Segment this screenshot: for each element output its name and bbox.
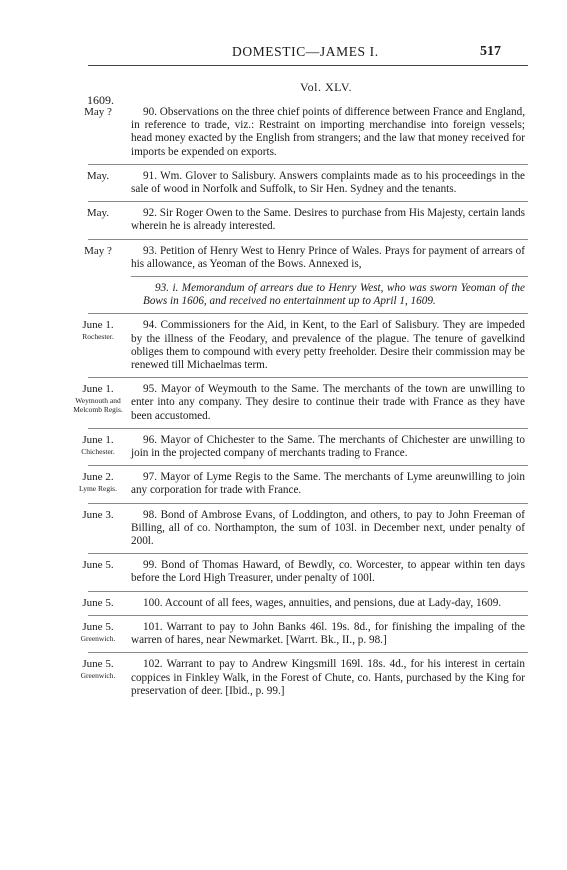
entry-text: 95. Mayor of Weymouth to the Same. The merchants of the town are unwilling to enter into any company. They desire to continue their trade with France as they have been accustomed. bbox=[131, 383, 525, 422]
entry-date: May. bbox=[86, 207, 110, 220]
entry-text: 102. Warrant to pay to Andrew Kingsmill 169l. 18s. 4d., for his interest in certain coppices in Finkley Walk, in the Forest of Chute, co. Hants, purchased by the King for preservation of deer. [Ibid., p. 99.] bbox=[131, 658, 525, 697]
page-number: 517 bbox=[480, 44, 501, 59]
calendar-entry bbox=[0, 621, 567, 647]
entry-text: 97. Mayor of Lyme Regis to the Same. The merchants of Lyme areunwilling to join any corporation for trade with France. bbox=[131, 471, 525, 497]
page-header bbox=[0, 44, 567, 62]
calendar-entry bbox=[0, 319, 567, 372]
entry-date: June 1. bbox=[82, 433, 114, 446]
entry-date-column bbox=[70, 245, 126, 258]
enclosure-divider bbox=[131, 276, 528, 277]
entry-text: 99. Bond of Thomas Haward, of Bewdly, co. Worcester, to appear within ten days before the Lord High Treasurer, under penalty of 100l. bbox=[131, 559, 525, 585]
entry-date: June 2. bbox=[82, 471, 114, 484]
entry-date-column bbox=[70, 621, 126, 643]
entry-date-column bbox=[70, 597, 126, 610]
volume-heading: Vol. XLV. bbox=[300, 80, 352, 94]
entry-divider bbox=[88, 377, 528, 378]
entry-date-column bbox=[70, 509, 126, 522]
entry-divider bbox=[88, 465, 528, 466]
header-rule bbox=[88, 65, 528, 66]
entry-date: May ? bbox=[84, 244, 112, 257]
calendar-entry bbox=[0, 383, 567, 423]
entry-divider bbox=[88, 201, 528, 202]
entry-text: 96. Mayor of Chichester to the Same. The merchants of Chichester are unwilling to join in the projected company of merchants trading to France. bbox=[131, 433, 525, 460]
calendar-entry bbox=[0, 658, 567, 698]
entry-divider bbox=[88, 652, 528, 653]
enclosure-text: 93. i. Memorandum of arrears due to Henry West, who was sworn Yeoman of the Bows in 1606, and received no entertainment up to April 1, 1609. bbox=[143, 282, 525, 308]
calendar-entry bbox=[0, 434, 567, 460]
entry-date: June 5. bbox=[82, 620, 114, 633]
year-label: 1609. bbox=[87, 93, 114, 107]
calendar-entries bbox=[0, 106, 567, 698]
entry-place: Greenwich. bbox=[80, 633, 116, 643]
calendar-entry bbox=[0, 245, 567, 271]
entry-date: June 1. bbox=[82, 319, 114, 332]
calendar-entry bbox=[0, 597, 567, 610]
entry-text: 101. Warrant to pay to John Banks 46l. 19s. 8d., for finishing the impaling of the warren of hares, near Newmarket. [Warrt. Bk., II., p. 98.] bbox=[131, 620, 525, 647]
entry-text: 90. Observations on the three chief points of difference between France and England, in reference to trade, viz.: Restraint on importing merchandise into foreign vessels; head money exacted by the English from strangers; and the law that money received for imports be expended on exports. bbox=[131, 106, 525, 158]
entry-place: Chichester. bbox=[81, 446, 115, 456]
entry-date-column bbox=[70, 434, 126, 456]
entry-date-column bbox=[70, 207, 126, 220]
entry-divider bbox=[88, 591, 528, 592]
running-head-title: DOMESTIC—JAMES I. bbox=[232, 44, 379, 59]
entry-place: Lyme Regis. bbox=[79, 484, 117, 494]
entry-text: 91. Wm. Glover to Salisbury. Answers complaints made as to his proceedings in the sale of wood in Norfolk and Suffolk, to Sir Hen. Sydney and the tenants. bbox=[131, 169, 525, 196]
entry-date-column bbox=[70, 319, 126, 341]
entry-text: 92. Sir Roger Owen to the Same. Desires to purchase from His Majesty, certain lands wherein he is already interested. bbox=[131, 207, 525, 233]
calendar-entry bbox=[0, 471, 567, 497]
entry-text: 94. Commissioners for the Aid, in Kent, to the Earl of Salisbury. They are impeded by the illness of the Feodary, and prevalence of the plague. The tenure of gavelkind obliges them to compound with every petty freeholder. Desire their commission may be renewed till Michaelmas term. bbox=[131, 319, 525, 372]
entry-place: Weymouth and Melcomb Regis. bbox=[73, 396, 123, 415]
calendar-entry bbox=[0, 509, 567, 549]
calendar-entry bbox=[0, 170, 567, 196]
entry-text: 93. Petition of Henry West to Henry Prince of Wales. Prays for payment of arrears of his allowance, as Yeoman of the Bows. Annexed is, bbox=[131, 244, 525, 270]
entry-date-column bbox=[70, 170, 126, 183]
entry-place: Rochester. bbox=[82, 332, 114, 342]
calendar-entry bbox=[0, 106, 567, 159]
entry-date: June 5. bbox=[82, 658, 114, 671]
entry-date: June 1. bbox=[82, 383, 114, 396]
entry-date-column bbox=[70, 383, 126, 414]
entry-date-column bbox=[70, 658, 126, 680]
entry-date: June 5. bbox=[82, 596, 114, 609]
calendar-enclosure bbox=[0, 282, 567, 308]
entry-date-column bbox=[70, 471, 126, 493]
entry-divider bbox=[88, 615, 528, 616]
entry-divider bbox=[88, 553, 528, 554]
entry-divider bbox=[88, 428, 528, 429]
calendar-entry bbox=[0, 559, 567, 585]
entry-date: May ? bbox=[84, 106, 112, 118]
entry-text: 100. Account of all fees, wages, annuities, and pensions, due at Lady-day, 1609. bbox=[143, 596, 502, 609]
entry-text: 98. Bond of Ambrose Evans, of Loddington, and others, to pay to John Freeman of Billing, all of co. Northampton, the sum of 103l. in December next, under penalty of 200l. bbox=[131, 508, 525, 548]
entry-divider bbox=[88, 503, 528, 504]
entry-date-column bbox=[70, 106, 126, 119]
entry-date: June 3. bbox=[82, 508, 114, 521]
entry-divider bbox=[88, 239, 528, 240]
entry-place: Greenwich. bbox=[80, 671, 116, 681]
calendar-entry bbox=[0, 207, 567, 233]
entry-date: May. bbox=[86, 169, 110, 182]
entry-date-column bbox=[70, 559, 126, 572]
entry-divider bbox=[88, 313, 528, 314]
entry-divider bbox=[88, 164, 528, 165]
entry-date: June 5. bbox=[82, 559, 114, 572]
